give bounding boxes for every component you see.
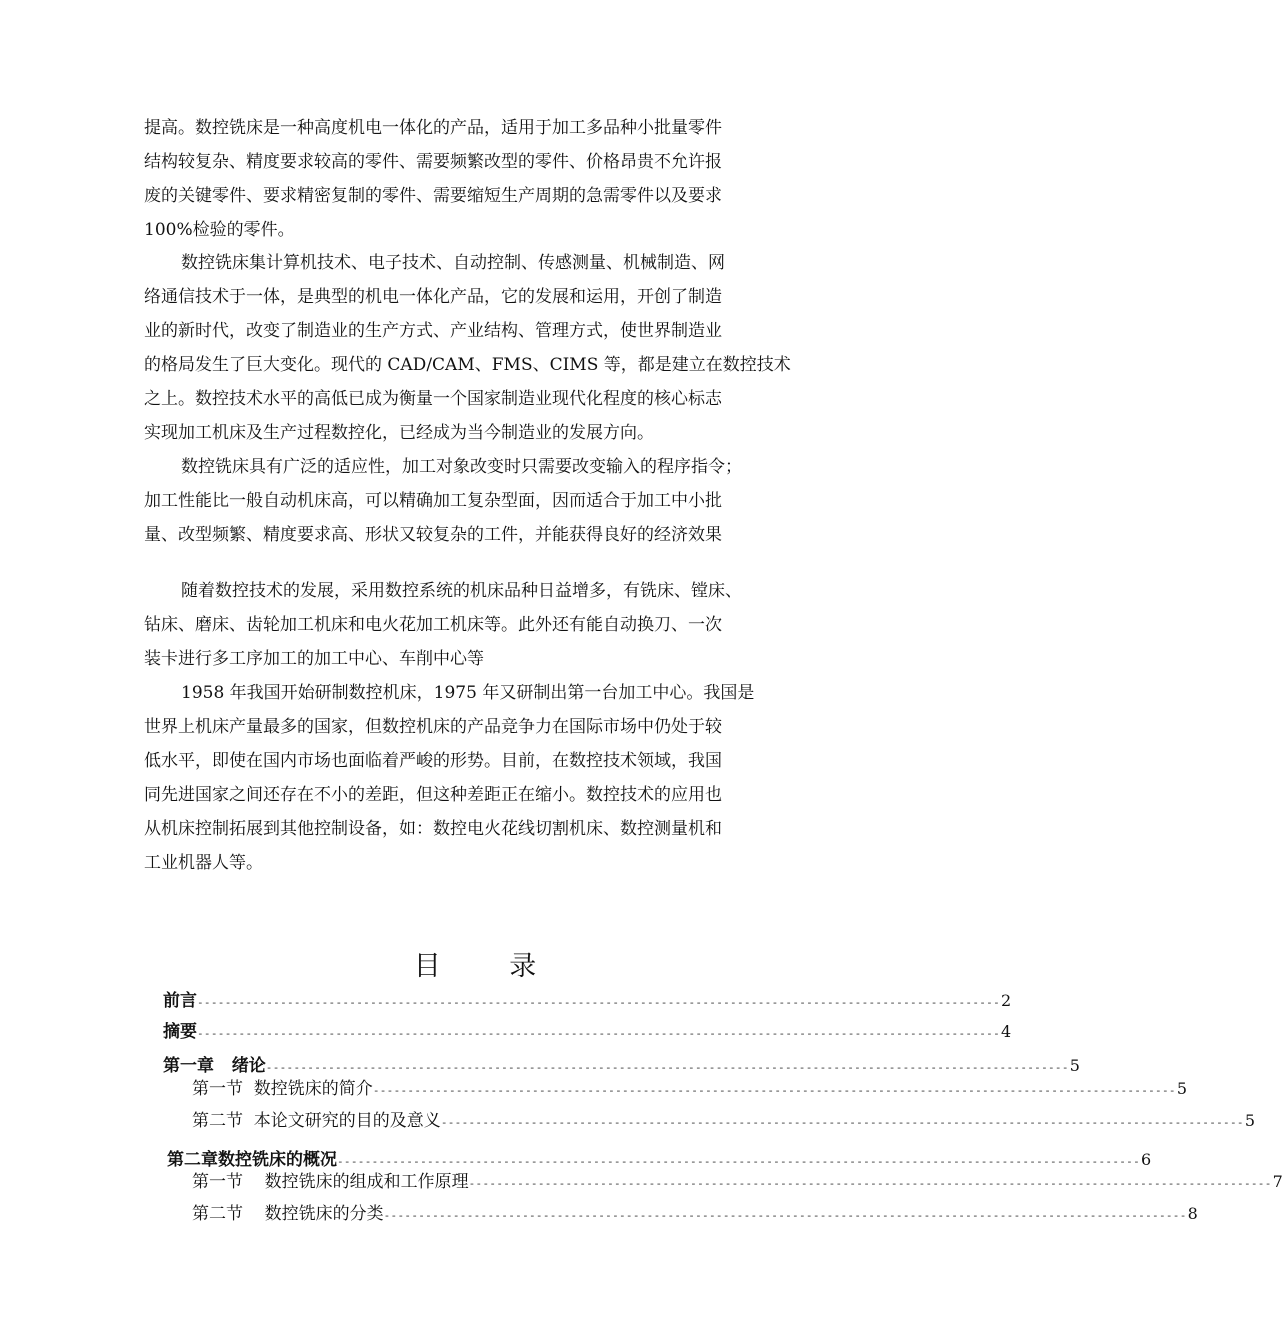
toc-page-number: 5 xyxy=(1069,1056,1080,1075)
text-line: 装卡进行多工序加工的加工中心、车削中心等 xyxy=(144,649,484,669)
text-line: 络通信技术于一体，是典型的机电一体化产品，它的发展和运用，开创了制造 xyxy=(144,287,722,307)
body-text xyxy=(144,0,816,900)
text-line: 随着数控技术的发展，采用数控系统的机床品种日益增多，有铣床、镗床、 xyxy=(181,581,742,601)
toc-entry-label: 第一节 数控铣床的组成和工作原理 xyxy=(192,1172,469,1192)
toc-entry-label: 第一节 数控铣床的简介 xyxy=(192,1079,373,1099)
toc-entry[interactable] xyxy=(192,1074,1188,1099)
text-line: 加工性能比一般自动机床高，可以精确加工复杂型面，因而适合于加工中小批 xyxy=(144,491,722,511)
toc-leader: -------------------------------------------------------------------------------------------------------------------- xyxy=(468,1177,1272,1190)
toc-leader: -------------------------------------------------------------------------------------------------------------------- xyxy=(337,1155,1141,1168)
toc-leader: -------------------------------------------------------------------------------------------------------------------- xyxy=(440,1116,1244,1129)
toc-entry[interactable] xyxy=(192,1199,1198,1224)
text-line: 工业机器人等。 xyxy=(144,853,263,873)
text-line: 业的新时代，改变了制造业的生产方式、产业结构、管理方式，使世界制造业 xyxy=(144,321,722,341)
text-line: 数控铣床集计算机技术、电子技术、自动控制、传感测量、机械制造、网 xyxy=(181,253,725,273)
toc-entry-label: 第一章 绪论 xyxy=(163,1056,266,1076)
text-line: 的格局发生了巨大变化。现代的 CAD/CAM、FMS、CIMS 等，都是建立在数控技术 xyxy=(144,355,791,375)
toc-leader: -------------------------------------------------------------------------------------------------------------------- xyxy=(372,1084,1176,1097)
text-line: 提高。数控铣床是一种高度机电一体化的产品，适用于加工多品种小批量零件 xyxy=(144,118,722,138)
text-line: 实现加工机床及生产过程数控化，已经成为当今制造业的发展方向。 xyxy=(144,423,654,443)
toc-page-number: 5 xyxy=(1244,1111,1256,1130)
toc-page-number: 8 xyxy=(1187,1204,1198,1223)
text-line: 数控铣床具有广泛的适应性，加工对象改变时只需要改变输入的程序指令； xyxy=(181,457,742,477)
toc-entry[interactable] xyxy=(192,1106,1256,1131)
text-line: 低水平，即使在国内市场也面临着严峻的形势。目前，在数控技术领域，我国 xyxy=(144,751,722,771)
text-line: 100%检验的零件。 xyxy=(144,220,295,240)
toc-entry[interactable] xyxy=(192,1167,1283,1192)
text-line: 废的关键零件、要求精密复制的零件、需要缩短生产周期的急需零件以及要求 xyxy=(144,186,722,206)
toc-leader: -------------------------------------------------------------------------------------------------------------------- xyxy=(197,1027,1001,1040)
toc-leader: -------------------------------------------------------------------------------------------------------------------- xyxy=(383,1209,1187,1222)
text-line: 钻床、磨床、齿轮加工机床和电火花加工机床等。此外还有能自动换刀、一次 xyxy=(144,615,722,635)
text-line: 1958 年我国开始研制数控机床，1975 年又研制出第一台加工中心。我国是 xyxy=(181,683,755,703)
toc-entry[interactable] xyxy=(163,1017,1012,1042)
text-line: 世界上机床产量最多的国家，但数控机床的产品竞争力在国际市场中仍处于较 xyxy=(144,717,722,737)
toc-entry-label: 第二节 数控铣床的分类 xyxy=(192,1204,384,1224)
toc-page-number: 5 xyxy=(1176,1079,1188,1098)
text-line: 结构较复杂、精度要求较高的零件、需要频繁改型的零件、价格昂贵不允许报 xyxy=(144,152,722,172)
text-line: 量、改型频繁、精度要求高、形状又较复杂的工件，并能获得良好的经济效果 xyxy=(144,525,722,545)
text-line: 之上。数控技术水平的高低已成为衡量一个国家制造业现代化程度的核心标志 xyxy=(144,389,722,409)
toc-leader: -------------------------------------------------------------------------------------------------------------------- xyxy=(265,1061,1069,1074)
text-line: 同先进国家之间还存在不小的差距，但这种差距正在缩小。数控技术的应用也 xyxy=(144,785,722,805)
toc-page-number: 6 xyxy=(1141,1150,1152,1169)
toc-entry-label: 第二章数控铣床的概况 xyxy=(167,1150,337,1170)
toc-page-number: 2 xyxy=(1001,991,1012,1010)
text-line: 从机床控制拓展到其他控制设备，如：数控电火花线切割机床、数控测量机和 xyxy=(144,819,722,839)
toc-page-number: 4 xyxy=(1001,1022,1012,1041)
toc-entry-label: 第二节 本论文研究的目的及意义 xyxy=(192,1111,441,1131)
toc-page-number: 7 xyxy=(1272,1172,1283,1191)
toc-leader: -------------------------------------------------------------------------------------------------------------------- xyxy=(197,996,1001,1009)
toc-entry-label: 前言 xyxy=(163,991,197,1011)
toc-entry[interactable] xyxy=(163,986,1012,1011)
toc-entry[interactable] xyxy=(163,1051,1080,1076)
toc-title: 目 录 xyxy=(413,951,567,982)
toc-entry-label: 摘要 xyxy=(163,1022,197,1042)
